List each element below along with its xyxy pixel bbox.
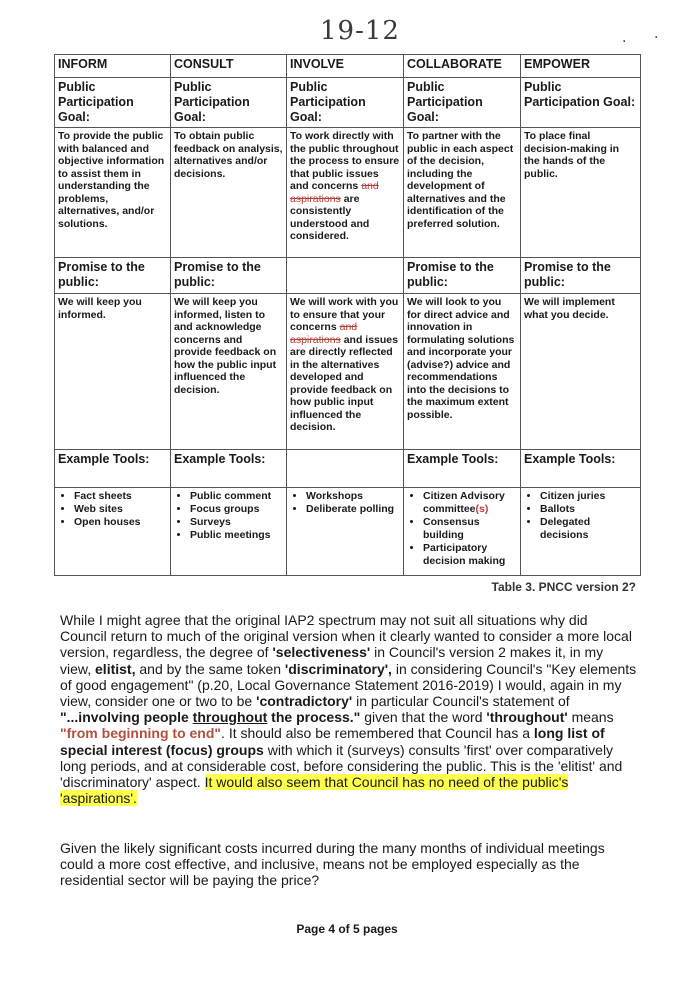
- list-item: • Citizen Advisory committee(s): [423, 490, 517, 516]
- goal-label-cell: [55, 78, 171, 128]
- goal-text-row: [55, 128, 641, 258]
- goal-text-cell: [404, 128, 521, 258]
- goal-label-row: [55, 78, 641, 128]
- highlighted-sentence: It would also seem that Council has no need of the public's 'aspirations'.: [60, 774, 569, 807]
- promise-label-cell: [55, 258, 171, 294]
- tools-cell-involve: [287, 488, 404, 576]
- handwritten-plural: (s): [475, 503, 489, 515]
- promise-label: Promise to the public:: [174, 260, 261, 289]
- tools-label: Example Tools:: [58, 452, 150, 466]
- struck-text: and aspirations: [290, 321, 358, 346]
- tools-label-cell-empty: [287, 450, 404, 488]
- goal-label: Public Participation Goal:: [174, 80, 250, 124]
- list-item: • Public meetings: [190, 529, 283, 542]
- goal-inform: To provide the public with balanced and objective information to assist them in understanding the problems, alternatives, and/or solutions.: [58, 130, 165, 230]
- goal-text-cell: [287, 128, 404, 258]
- tools-label: Example Tools:: [407, 452, 499, 466]
- handwritten-page-number: 19-12: [320, 16, 400, 46]
- list-item: • Public comment: [190, 490, 283, 503]
- promise-text-cell: [171, 294, 287, 450]
- promise-label-cell-empty: [287, 258, 404, 294]
- goal-label-cell: [287, 78, 404, 128]
- goal-collaborate: To partner with the public in each aspect of the decision, including the development of alternatives and the identification of the preferred solution.: [407, 130, 514, 230]
- tools-cell-inform: [55, 488, 171, 576]
- promise-involve: We will work with you to ensure that your concerns and aspirations and issues are directly reflected in the alternatives developed and provide feedback on how public input influenced the decision.: [290, 296, 399, 433]
- list-item: • Workshops: [306, 490, 400, 503]
- promise-collaborate: We will look to you for direct advice and innovation in formulating solutions and incorporate your (advise?) advice and recommendations into the decisions to the maximum extent possible.: [407, 296, 515, 421]
- promise-label: Promise to the public:: [407, 260, 494, 289]
- tools-list-empower: [524, 490, 637, 542]
- goal-text-cell: [55, 128, 171, 258]
- tools-list-inform: [58, 490, 167, 529]
- column-header-involve: INVOLVE: [287, 55, 404, 78]
- list-item: • Ballots: [540, 503, 637, 516]
- red-quote: "from beginning to end": [60, 725, 222, 742]
- list-item: • Fact sheets: [74, 490, 167, 503]
- table-caption: Table 3. PNCC version 2?: [491, 580, 636, 594]
- column-header-collaborate: COLLABORATE: [404, 55, 521, 78]
- promise-text-cell: [287, 294, 404, 450]
- goal-text-cell: [171, 128, 287, 258]
- tools-list-collaborate: [407, 490, 517, 568]
- tools-label: Example Tools:: [174, 452, 266, 466]
- column-header-consult: CONSULT: [171, 55, 287, 78]
- iap2-spectrum-table: [54, 54, 641, 576]
- goal-text-cell: [521, 128, 641, 258]
- tools-list-row: [55, 488, 641, 576]
- promise-consult: We will keep you informed, listen to and acknowledge concerns and provide feedback on how the public input influenced the decision.: [174, 296, 277, 396]
- promise-label: Promise to the public:: [58, 260, 145, 289]
- table-header-row: [55, 55, 641, 78]
- promise-empower: We will implement what you decide.: [524, 296, 615, 321]
- goal-label-cell: [521, 78, 641, 128]
- goal-label-cell: [171, 78, 287, 128]
- tools-label-cell: [171, 450, 287, 488]
- tools-label-cell: [521, 450, 641, 488]
- promise-label-cell: [171, 258, 287, 294]
- list-item: • Open houses: [74, 516, 167, 529]
- promise-text-cell: [521, 294, 641, 450]
- goal-empower: To place final decision-making in the hands of the public.: [524, 130, 620, 180]
- list-item: • Focus groups: [190, 503, 283, 516]
- promise-text-cell: [404, 294, 521, 450]
- list-item: • Citizen juries: [540, 490, 637, 503]
- list-item: • Delegated decisions: [540, 516, 637, 542]
- list-item: • Surveys: [190, 516, 283, 529]
- goal-label: Public Participation Goal:: [290, 80, 366, 124]
- body-paragraph-2: Given the likely significant costs incurred during the many months of individual meetings could a more cost effective, and inclusive, means not be employed especially as the residential sector will be paying the price?: [60, 840, 605, 889]
- goal-label: Public Participation Goal:: [407, 80, 483, 124]
- promise-label: Promise to the public:: [524, 260, 611, 289]
- promise-label-cell: [404, 258, 521, 294]
- tools-cell-empower: [521, 488, 641, 576]
- tools-cell-collaborate: [404, 488, 521, 576]
- promise-text-cell: [55, 294, 171, 450]
- struck-text: and aspirations: [290, 180, 379, 205]
- list-item: • Deliberate polling: [306, 503, 400, 516]
- goal-label: Public Participation Goal:: [58, 80, 134, 124]
- goal-involve: To work directly with the public throughout the process to ensure that public issues and concerns and aspirations are consistently understood and considered.: [290, 130, 400, 242]
- promise-label-row: [55, 258, 641, 294]
- tools-label-row: [55, 450, 641, 488]
- list-item: • Web sites: [74, 503, 167, 516]
- body-paragraph-1: While I might agree that the original IAP2 spectrum may not suit all situations why did Council return to much of the original version when it clearly wanted to consider a more local version, regardless, the degree of 'selectiveness' in Council's version 2 makes it, in my view, elitist, and by the same token 'discriminatory', in considering Council's "Key elements of good engagement" (p.20, Local Governance Statement 2016-2019) I would, again in my view, consider one or two to be 'contradictory' in particular Council's statement of "...involving people throughout the process." given that the word 'throughout' means "from beginning to end". It should also be remembered that Council has a long list of special interest (focus) groups with which it (surveys) consults 'first' over comparatively long periods, and at considerable cost, before considering the public. This is the 'elitist' and 'discriminatory' aspect. It would also seem that Council has no need of the public's 'aspirations'.: [60, 612, 637, 807]
- promise-inform: We will keep you informed.: [58, 296, 142, 321]
- column-header-empower: EMPOWER: [521, 55, 641, 78]
- goal-consult: To obtain public feedback on analysis, alternatives and/or decisions.: [174, 130, 283, 180]
- page-footer: Page 4 of 5 pages: [296, 922, 398, 936]
- tools-cell-consult: [171, 488, 287, 576]
- goal-label-cell: [404, 78, 521, 128]
- tools-list-involve: [290, 490, 400, 516]
- tools-label-cell: [404, 450, 521, 488]
- list-item: • Consensus building: [423, 516, 517, 542]
- tools-list-consult: [174, 490, 283, 542]
- promise-text-row: [55, 294, 641, 450]
- list-item: • Participatory decision making: [423, 542, 517, 568]
- scan-speck: ·: [622, 34, 627, 50]
- tools-label: Example Tools:: [524, 452, 616, 466]
- tools-label-cell: [55, 450, 171, 488]
- promise-label-cell: [521, 258, 641, 294]
- scan-speck: ·: [654, 30, 659, 46]
- goal-label: Public Participation Goal:: [524, 80, 636, 109]
- column-header-inform: INFORM: [55, 55, 171, 78]
